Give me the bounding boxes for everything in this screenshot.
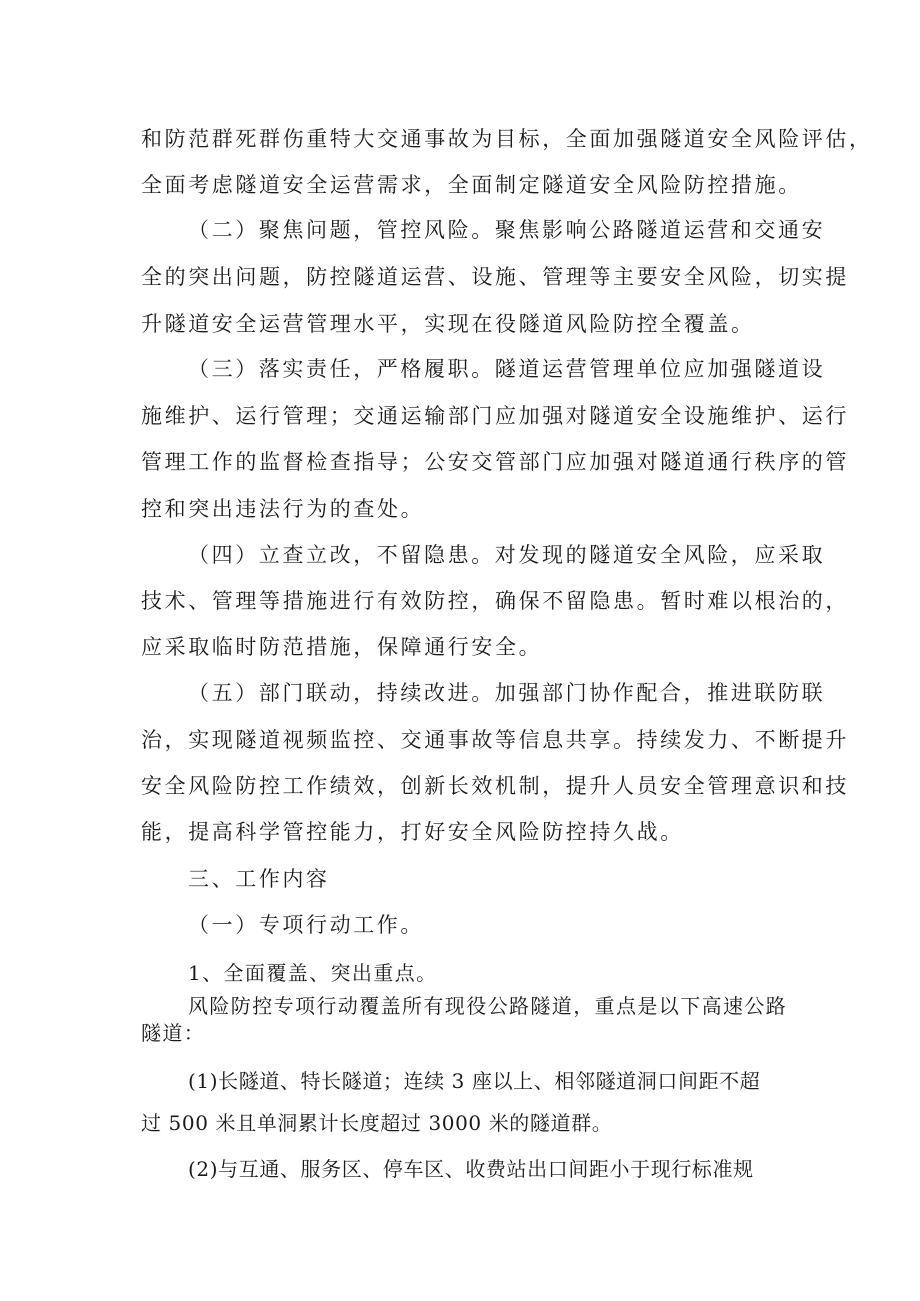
text-line-6: （三）落实责任，严格履职。隧道运营管理单位应加强隧道设	[188, 357, 826, 381]
text-line-8: 管理工作的监督检查指导；公安交管部门应加强对隧道通行秩序的管	[141, 450, 849, 474]
text-line-11: 技术、管理等措施进行有效防控，确保不留隐患。暂时难以根治的，	[141, 589, 849, 613]
section-heading: 三、工作内容	[188, 867, 330, 891]
text-line-15: 安全风险防控工作绩效，创新长效机制，提升人员安全管理意识和技	[141, 774, 849, 798]
text-line-7: 施维护、运行管理；交通运输部门应加强对隧道安全设施维护、运行	[141, 404, 849, 428]
text-line-3: （二）聚焦问题，管控风险。聚焦影响公路隧道运营和交通安	[188, 218, 826, 242]
text-line-12: 应采取临时防范措施，保障通行安全。	[141, 635, 543, 659]
text-line-23: 过 500 米且单洞累计长度超过 3000 米的隧道群。	[141, 1111, 613, 1135]
text-line-9: 控和突出违法行为的查处。	[141, 497, 425, 521]
subsection-heading: （一）专项行动工作。	[188, 913, 424, 937]
text-line-24: (2)与互通、服务区、停车区、收费站出口间距小于现行标准规	[188, 1157, 754, 1181]
text-line-13: （五）部门联动，持续改进。加强部门协作配合，推进联防联	[188, 681, 826, 705]
text-line-20: 风险防控专项行动覆盖所有现役公路隧道，重点是以下高速公路	[188, 994, 788, 1018]
text-line-14: 治，实现隧道视频监控、交通事故等信息共享。持续发力、不断提升	[141, 728, 849, 752]
text-line-5: 升隧道安全运营管理水平，实现在役隧道风险防控全覆盖。	[141, 312, 755, 336]
text-line-19: 1、全面覆盖、突出重点。	[188, 961, 438, 985]
text-line-10: （四）立查立改，不留隐患。对发现的隧道安全风险，应采取	[188, 543, 826, 567]
text-line-4: 全的突出问题，防控隧道运营、设施、管理等主要安全风险，切实提	[141, 265, 849, 289]
text-line-1: 和防范群死群伤重特大交通事故为目标，全面加强隧道安全风险评估，	[141, 127, 873, 151]
text-line-16: 能，提高科学管控能力，打好安全风险防控持久战。	[141, 820, 684, 844]
text-line-21: 隧道：	[141, 1021, 206, 1045]
text-line-2: 全面考虑隧道安全运营需求，全面制定隧道安全风险防控措施。	[141, 173, 802, 197]
text-line-22: (1)长隧道、特长隧道；连续 3 座以上、相邻隧道洞口间距不超	[188, 1069, 761, 1093]
